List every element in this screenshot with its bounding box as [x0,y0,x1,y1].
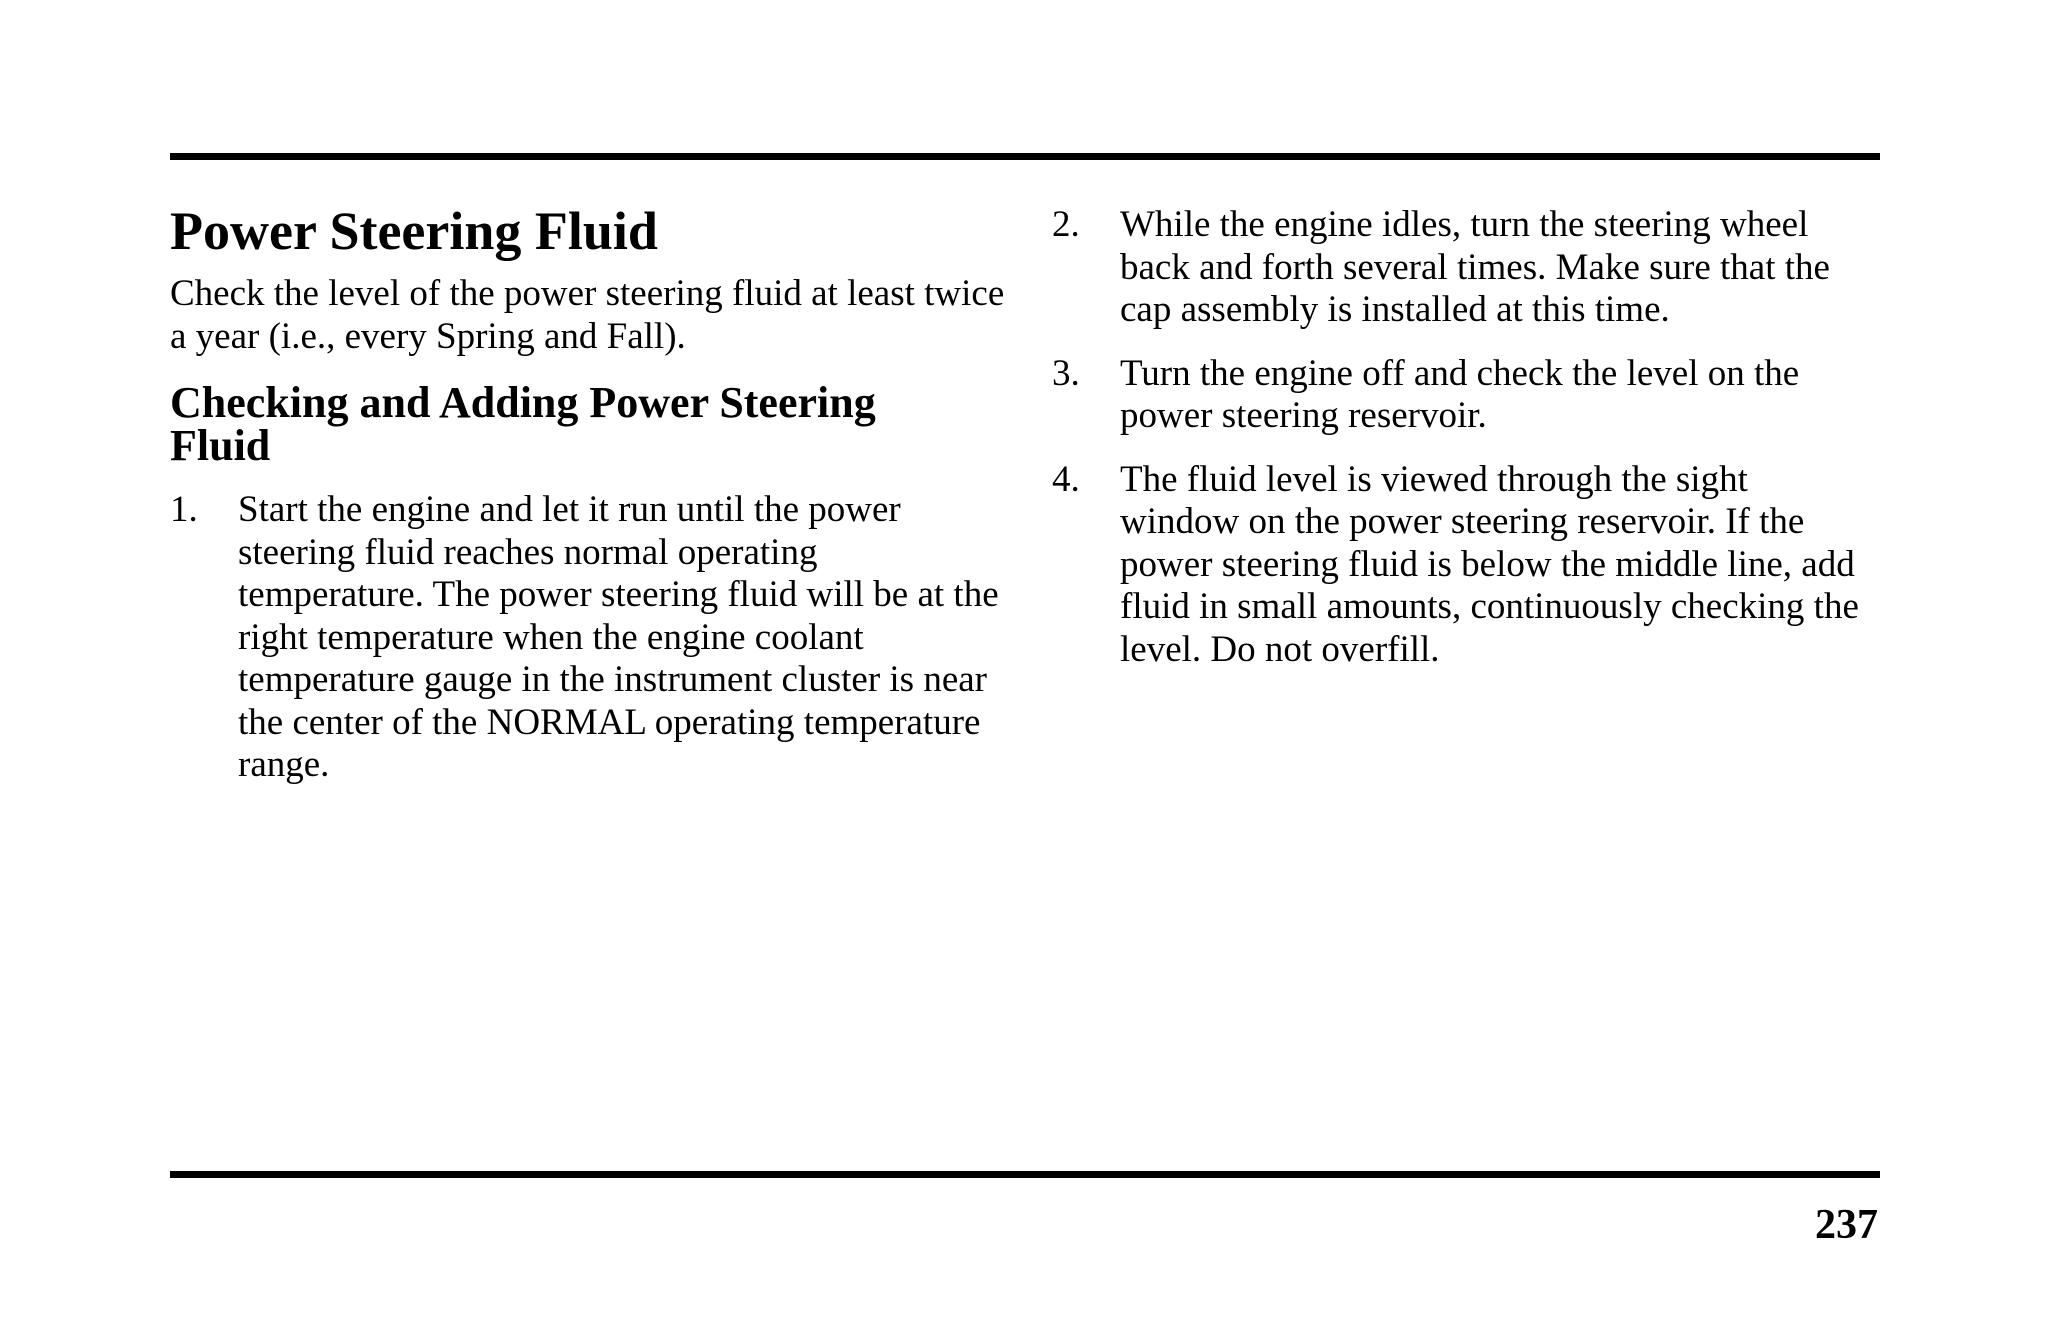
step-item [170,489,1005,787]
bottom-rule [170,1171,1880,1178]
step-item [1052,204,1872,332]
step-text: Turn the engine off and check the level on the power steering reservoir. [1120,352,1800,436]
step-text: Start the engine and let it run until the power steering fluid reaches normal operating temperature. The power steering fluid will be at the right temperature when the engine coolant temperature gauge in the instrument cluster is near the center of the NORMAL operating temperature range. [238,489,999,785]
step-text: While the engine idles, turn the steering wheel back and forth several times. Make sure that the cap assembly is installed at this time. [1120,204,1830,330]
page-number: 237 [1815,1202,1878,1248]
step-number: 1. [170,489,198,530]
steps-list-right [1052,204,1872,671]
steps-list-left [170,489,1005,787]
step-item [1052,459,1872,672]
left-column [170,200,1005,787]
step-text: The fluid level is viewed through the sight window on the power steering reservoir. If the power steering fluid is below the middle line, add fluid in small amounts, continuously checking the level. Do not overfill. [1120,458,1859,670]
subsection-title: Checking and Adding Power Steering Fluid [170,378,876,470]
top-rule [170,153,1880,160]
step-item [1052,353,1872,438]
step-number: 3. [1052,352,1080,394]
step-number: 4. [1052,458,1080,500]
right-column [1052,200,1872,671]
section-title: Power Steering Fluid [170,201,658,261]
step-number: 2. [1052,204,1080,245]
intro-paragraph: Check the level of the power steering fluid at least twice a year (i.e., every Spring and Fall). [170,273,1005,357]
